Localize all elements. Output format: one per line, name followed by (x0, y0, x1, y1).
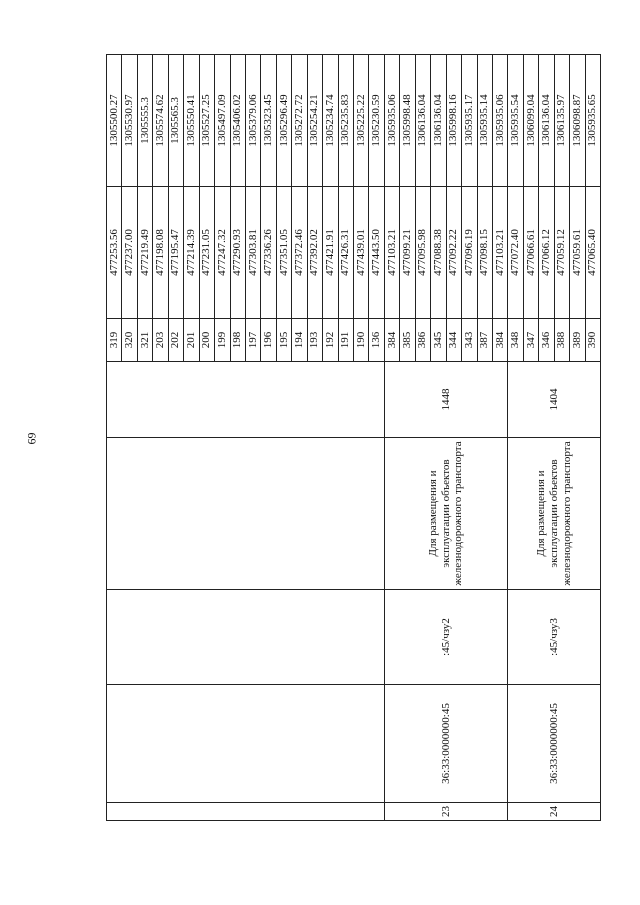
x-coordinate-cell: 477099.21 (400, 187, 415, 319)
x-coordinate-cell: 477219.49 (137, 187, 152, 319)
y-coordinate-cell: 1305935.06 (384, 55, 399, 187)
table-row (107, 55, 122, 821)
y-coordinate-cell: 1305234.74 (323, 55, 338, 187)
y-coordinate-cell: 1305225.22 (354, 55, 369, 187)
x-coordinate-cell: 477198.08 (153, 187, 168, 319)
y-coordinate-cell: 1305935.06 (492, 55, 507, 187)
y-coordinate-cell: 1306099.04 (523, 55, 538, 187)
y-coordinate-cell: 1305500.27 (107, 55, 122, 187)
x-coordinate-cell: 477426.31 (338, 187, 353, 319)
x-coordinate-cell: 477065.40 (585, 187, 600, 319)
x-coordinate-cell: 477303.81 (245, 187, 260, 319)
point-number-cell: 201 (184, 319, 199, 362)
area-cell (107, 362, 385, 438)
y-coordinate-cell: 1305296.49 (276, 55, 291, 187)
y-coordinate-cell: 1305230.59 (369, 55, 384, 187)
x-coordinate-cell: 477059.61 (570, 187, 585, 319)
x-coordinate-cell: 477247.32 (215, 187, 230, 319)
x-coordinate-cell: 477072.40 (508, 187, 523, 319)
table-row (384, 55, 399, 821)
point-number-cell: 385 (400, 319, 415, 362)
point-number-cell: 348 (508, 319, 523, 362)
y-coordinate-cell: 1305935.65 (585, 55, 600, 187)
point-number-cell: 202 (168, 319, 183, 362)
y-coordinate-cell: 1306136.04 (431, 55, 446, 187)
point-number-cell: 345 (431, 319, 446, 362)
point-number-cell: 321 (137, 319, 152, 362)
cadastral-number-cell: 36:33:0000000:45 (508, 685, 601, 803)
point-number-cell: 194 (292, 319, 307, 362)
point-number-cell: 203 (153, 319, 168, 362)
point-number-cell: 343 (462, 319, 477, 362)
point-number-cell: 136 (369, 319, 384, 362)
x-coordinate-cell: 477290.93 (230, 187, 245, 319)
purpose-cell (107, 438, 385, 590)
area-cell: 1404 (508, 362, 601, 438)
point-number-cell: 193 (307, 319, 322, 362)
y-coordinate-cell: 1305935.14 (477, 55, 492, 187)
x-coordinate-cell: 477095.98 (415, 187, 430, 319)
point-number-cell: 195 (276, 319, 291, 362)
x-coordinate-cell: 477098.15 (477, 187, 492, 319)
point-number-cell: 200 (199, 319, 214, 362)
point-number-cell: 389 (570, 319, 585, 362)
x-coordinate-cell: 477103.21 (384, 187, 399, 319)
y-coordinate-cell: 1305497.09 (215, 55, 230, 187)
y-coordinate-cell: 1305565.3 (168, 55, 183, 187)
y-coordinate-cell: 1306136.04 (539, 55, 554, 187)
zone-number-cell: :45/чзу2 (384, 590, 508, 685)
x-coordinate-cell: 477096.19 (462, 187, 477, 319)
area-cell: 1448 (384, 362, 508, 438)
point-number-cell: 388 (554, 319, 569, 362)
zone-number-cell (107, 590, 385, 685)
y-coordinate-cell: 1305550.41 (184, 55, 199, 187)
y-coordinate-cell: 1305998.16 (446, 55, 461, 187)
entry-number-cell: 24 (508, 803, 601, 821)
point-number-cell: 387 (477, 319, 492, 362)
x-coordinate-cell: 477392.02 (307, 187, 322, 319)
x-coordinate-cell: 477066.61 (523, 187, 538, 319)
point-number-cell: 390 (585, 319, 600, 362)
rotated-table-frame (106, 55, 601, 821)
point-number-cell: 386 (415, 319, 430, 362)
x-coordinate-cell: 477351.05 (276, 187, 291, 319)
x-coordinate-cell: 477088.38 (431, 187, 446, 319)
entry-number-cell (107, 803, 385, 821)
x-coordinate-cell: 477443.50 (369, 187, 384, 319)
y-coordinate-cell: 1306135.97 (554, 55, 569, 187)
point-number-cell: 192 (323, 319, 338, 362)
x-coordinate-cell: 477231.05 (199, 187, 214, 319)
x-coordinate-cell: 477059.12 (554, 187, 569, 319)
x-coordinate-cell: 477372.46 (292, 187, 307, 319)
x-coordinate-cell: 477253.56 (107, 187, 122, 319)
point-number-cell: 320 (122, 319, 137, 362)
x-coordinate-cell: 477066.12 (539, 187, 554, 319)
point-number-cell: 197 (245, 319, 260, 362)
purpose-cell: Для размещения и эксплуатации объектов железнодорожного транспорта (508, 438, 601, 590)
point-number-cell: 384 (384, 319, 399, 362)
x-coordinate-cell: 477195.47 (168, 187, 183, 319)
y-coordinate-cell: 1305935.54 (508, 55, 523, 187)
point-number-cell: 347 (523, 319, 538, 362)
y-coordinate-cell: 1305574.62 (153, 55, 168, 187)
point-number-cell: 344 (446, 319, 461, 362)
y-coordinate-cell: 1305379.06 (245, 55, 260, 187)
page-number: 69 (24, 432, 39, 445)
entry-number-cell: 23 (384, 803, 508, 821)
x-coordinate-cell: 477421.91 (323, 187, 338, 319)
point-number-cell: 190 (354, 319, 369, 362)
x-coordinate-cell: 477092.22 (446, 187, 461, 319)
y-coordinate-cell: 1306098.87 (570, 55, 585, 187)
land-plot-coordinates-table (106, 54, 601, 821)
y-coordinate-cell: 1305254.21 (307, 55, 322, 187)
x-coordinate-cell: 477103.21 (492, 187, 507, 319)
y-coordinate-cell: 1306136.04 (415, 55, 430, 187)
purpose-cell: Для размещения и эксплуатации объектов железнодорожного транспорта (384, 438, 508, 590)
point-number-cell: 384 (492, 319, 507, 362)
y-coordinate-cell: 1305935.17 (462, 55, 477, 187)
y-coordinate-cell: 1305527.25 (199, 55, 214, 187)
point-number-cell: 191 (338, 319, 353, 362)
y-coordinate-cell: 1305530.97 (122, 55, 137, 187)
zone-number-cell: :45/чзу3 (508, 590, 601, 685)
table-row (508, 55, 523, 821)
x-coordinate-cell: 477214.39 (184, 187, 199, 319)
point-number-cell: 346 (539, 319, 554, 362)
x-coordinate-cell: 477237.00 (122, 187, 137, 319)
y-coordinate-cell: 1305998.48 (400, 55, 415, 187)
cadastral-number-cell (107, 685, 385, 803)
x-coordinate-cell: 477439.01 (354, 187, 369, 319)
cadastral-number-cell: 36:33:0000000:45 (384, 685, 508, 803)
table-body (107, 55, 601, 821)
y-coordinate-cell: 1305406.02 (230, 55, 245, 187)
point-number-cell: 198 (230, 319, 245, 362)
y-coordinate-cell: 1305272.72 (292, 55, 307, 187)
y-coordinate-cell: 1305235.83 (338, 55, 353, 187)
x-coordinate-cell: 477336.26 (261, 187, 276, 319)
y-coordinate-cell: 1305323.45 (261, 55, 276, 187)
y-coordinate-cell: 1305555.3 (137, 55, 152, 187)
point-number-cell: 196 (261, 319, 276, 362)
point-number-cell: 199 (215, 319, 230, 362)
point-number-cell: 319 (107, 319, 122, 362)
